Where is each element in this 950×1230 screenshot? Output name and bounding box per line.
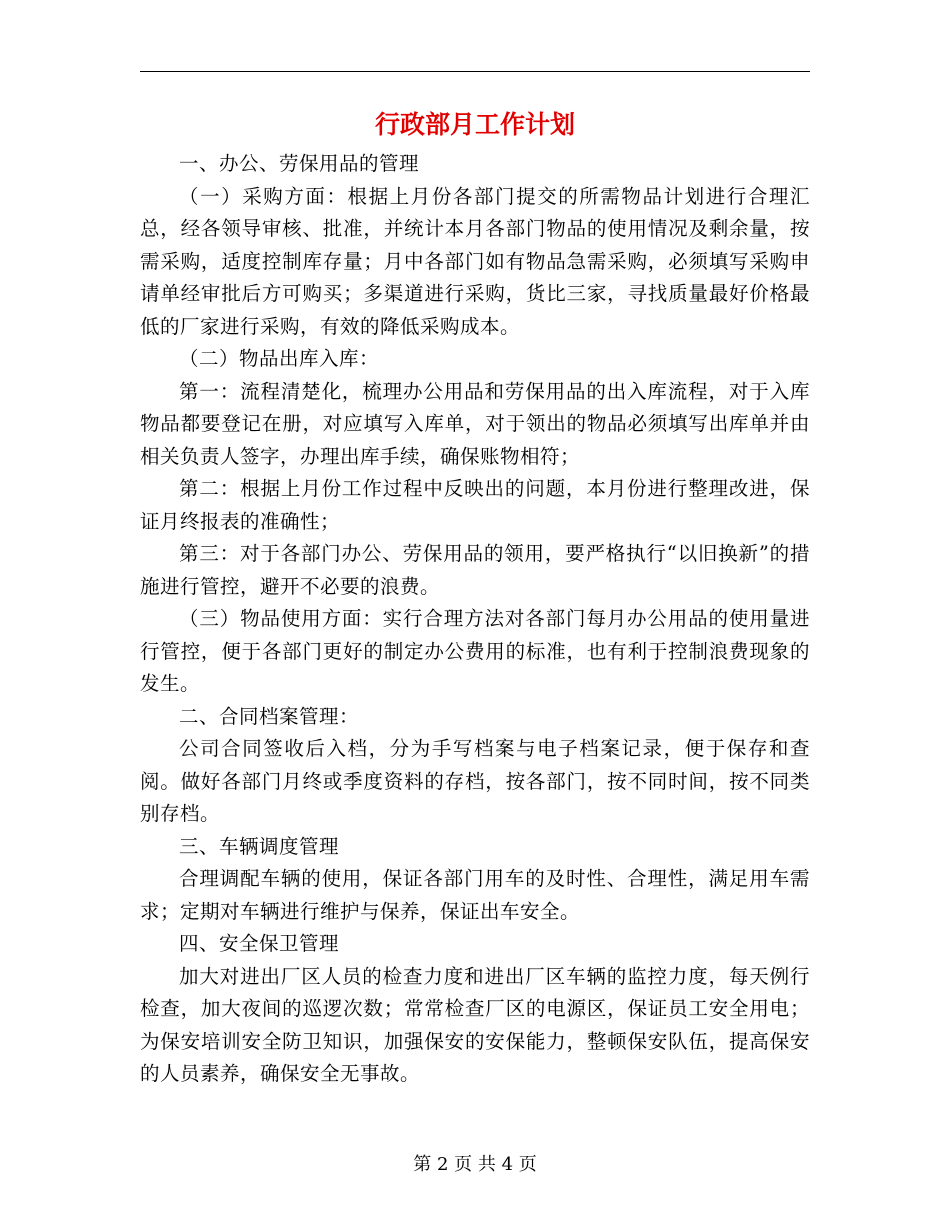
section-heading-security: 四、安全保卫管理 <box>179 932 340 955</box>
section-heading-contracts: 二、合同档案管理： <box>179 704 360 728</box>
paragraph-security: 加大对进出厂区人员的检查力度和进出厂区车辆的监控力度，每天例行检查，加大夜间的巡逻次数；常常检查厂区的电源区，保证员工安全用电；为保安培训安全防卫知识，加强保安的安保能力，整顿保安队伍，提高保安的人员素养，确保安全无事故。 <box>140 964 810 1085</box>
paragraph-inventory-first: 第一：流程清楚化，梳理办公用品和劳保用品的出入库流程，对于入库物品都要登记在册，对应填写入库单，对于领出的物品必须填写出库单并由相关负责人签字，办理出库手续，确保账物相符； <box>140 379 810 468</box>
paragraph-inventory-second: 第二：根据上月份工作过程中反映出的问题，本月份进行整理改进，保证月终报表的准确性； <box>140 477 810 533</box>
paragraph-usage: （三）物品使用方面：实行合理方法对各部门每月办公用品的使用量进行管控，便于各部门更好的制定办公费用的标准，也有利于控制浪费现象的发生。 <box>140 607 810 695</box>
paragraph-vehicles: 合理调配车辆的使用，保证各部门用车的及时性、合理性，满足用车需求；定期对车辆进行维护与保养，保证出车安全。 <box>140 867 810 923</box>
document-title: 行政部月工作计划 <box>374 110 575 139</box>
document-body <box>140 148 810 1091</box>
header-rule <box>140 71 810 72</box>
subheading-inventory: （二）物品出库入库： <box>179 347 380 370</box>
section-heading-supplies: 一、办公、劳保用品的管理 <box>179 152 420 175</box>
paragraph-inventory-third: 第三：对于各部门办公、劳保用品的领用，要严格执行“以旧换新”的措施进行管控，避开不必要的浪费。 <box>140 542 810 598</box>
page-number-footer: 第 2 页 共 4 页 <box>413 1154 537 1175</box>
section-heading-vehicles: 三、车辆调度管理 <box>179 834 340 858</box>
paragraph-procurement: （一）采购方面：根据上月份各部门提交的所需物品计划进行合理汇总，经各领导审核、批准，并统计本月各部门物品的使用情况及剩余量，按需采购，适度控制库存量；月中各部门如有物品急需采购，必须填写采购申请单经审批后方可购买；多渠道进行采购，货比三家，寻找质量最好价格最低的厂家进行采购，有效的降低采购成本。 <box>140 184 810 338</box>
paragraph-contracts: 公司合同签收后入档，分为手写档案与电子档案记录，便于保存和查阅。做好各部门月终或季度资料的存档，按各部门，按不同时间，按不同类别存档。 <box>140 737 810 825</box>
